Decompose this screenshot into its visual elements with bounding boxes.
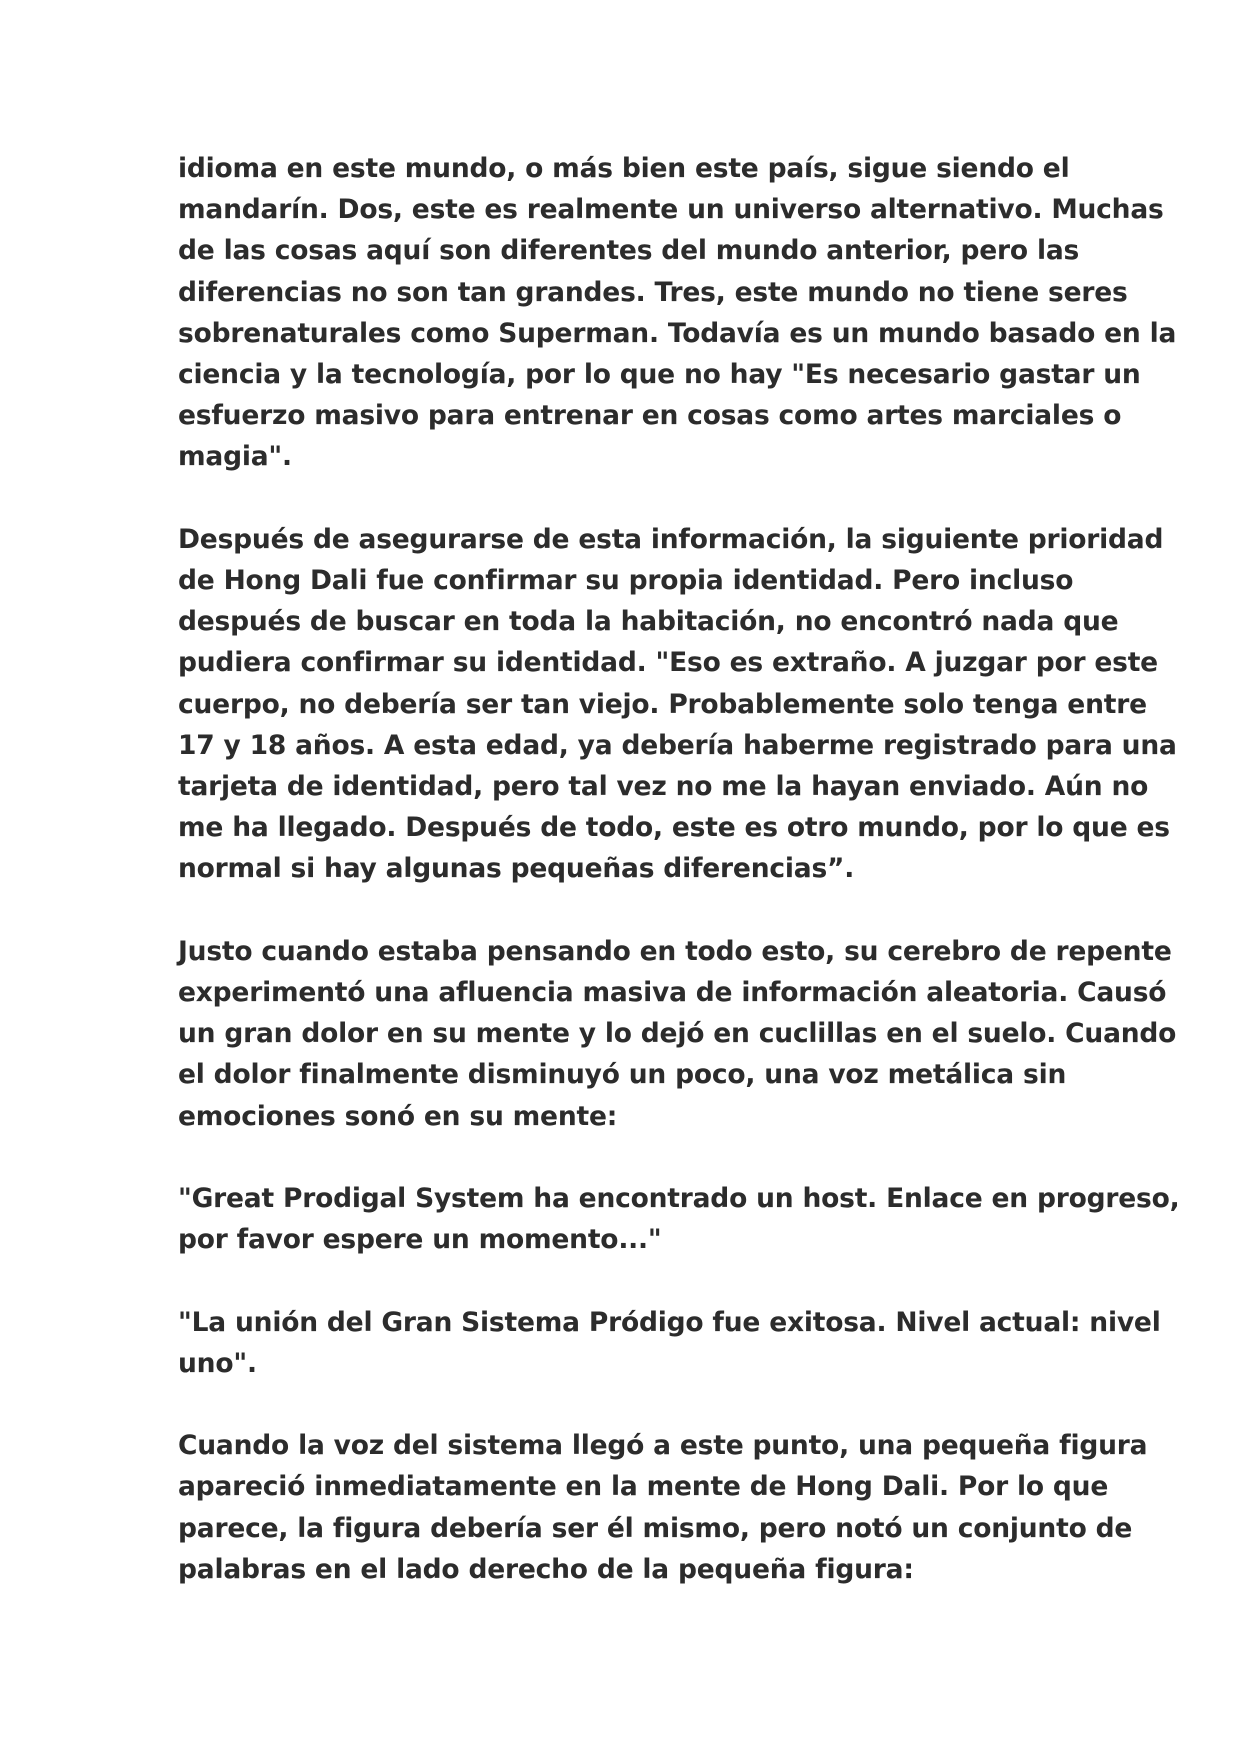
paragraph-4 — [178, 1178, 1180, 1260]
text-line: después de buscar en toda la habitación, no encontró nada que — [178, 606, 1119, 638]
text-line: emociones sonó en su mente: — [178, 1100, 618, 1132]
text-line: "La unión del Gran Sistema Pródigo fue exitosa. Nivel actual: nivel — [178, 1306, 1161, 1338]
text-line: Justo cuando estaba pensando en todo esto, su cerebro de repente — [178, 935, 1172, 967]
text-line: pudiera confirmar su identidad. "Eso es extraño. A juzgar por este — [178, 647, 1158, 679]
text-line: palabras en el lado derecho de la pequeña figura: — [178, 1553, 914, 1585]
text-line: Cuando la voz del sistema llegó a este punto, una pequeña figura — [178, 1430, 1148, 1462]
paragraph-2 — [178, 519, 1177, 890]
text-line: uno". — [178, 1347, 257, 1379]
text-line: parece, la figura debería ser él mismo, pero notó un conjunto de — [178, 1512, 1133, 1544]
text-line: 17 y 18 años. A esta edad, ya debería haberme registrado para una — [178, 729, 1177, 761]
document-body — [178, 148, 1180, 1631]
text-line: el dolor finalmente disminuyó un poco, una voz metálica sin — [178, 1059, 1067, 1091]
text-line: Después de asegurarse de esta información, la siguiente prioridad — [178, 523, 1164, 555]
text-line: idioma en este mundo, o más bien este país, sigue siendo el — [178, 153, 1070, 184]
text-line: por favor espere un momento..." — [178, 1224, 662, 1256]
text-line: mandarín. Dos, este es realmente un universo alternativo. Muchas — [178, 194, 1164, 226]
text-line: sobrenaturales como Superman. Todavía es un mundo basado en la — [178, 317, 1177, 349]
text-line: normal si hay algunas pequeñas diferencias”. — [178, 853, 855, 885]
text-line: apareció inmediatamente en la mente de Hong Dali. Por lo que — [178, 1471, 1109, 1503]
text-line: magia". — [178, 441, 292, 473]
paragraph-6 — [178, 1425, 1148, 1590]
text-line: tarjeta de identidad, pero tal vez no me la hayan enviado. Aún no — [178, 771, 1149, 803]
text-line: de las cosas aquí son diferentes del mundo anterior, pero las — [178, 235, 1080, 267]
paragraph-1 — [178, 148, 1177, 478]
text-line: ciencia y la tecnología, por lo que no hay "Es necesario gastar un — [178, 359, 1141, 391]
text-line: diferencias no son tan grandes. Tres, este mundo no tiene seres — [178, 276, 1128, 308]
text-line: "Great Prodigal System ha encontrado un host. Enlace en progreso, — [178, 1183, 1180, 1215]
paragraph-3 — [178, 931, 1177, 1137]
text-line: me ha llegado. Después de todo, este es otro mundo, por lo que es — [178, 812, 1170, 844]
text-line: esfuerzo masivo para entrenar en cosas como artes marciales o — [178, 400, 1122, 432]
text-line: un gran dolor en su mente y lo dejó en cuclillas en el suelo. Cuando — [178, 1018, 1177, 1050]
paragraph-5 — [178, 1302, 1161, 1384]
text-line: cuerpo, no debería ser tan viejo. Probablemente solo tenga entre — [178, 688, 1147, 720]
text-line: de Hong Dali fue confirmar su propia identidad. Pero incluso — [178, 565, 1074, 597]
text-line: experimentó una afluencia masiva de información aleatoria. Causó — [178, 977, 1167, 1009]
